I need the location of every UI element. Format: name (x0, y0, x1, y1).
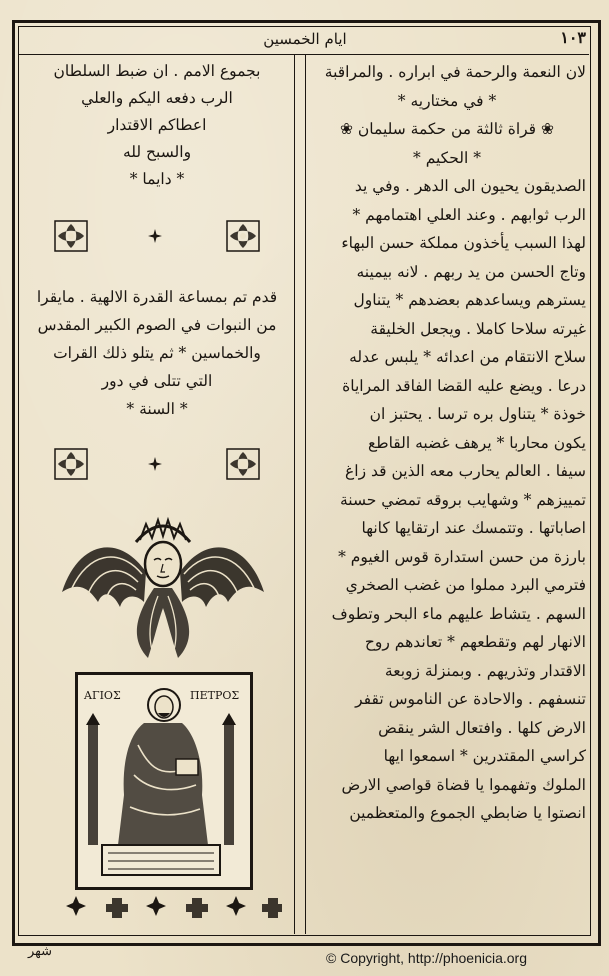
text-line: تنسفهم . والاحادة عن الناموس تقفر (355, 690, 586, 708)
text-line: اعطاكم الاقتدار (107, 116, 207, 134)
flower-ornament-icon: ❀ (339, 120, 353, 138)
icon-caption-right: ΠΕΤΡΟΣ (190, 689, 240, 702)
saint-peter-icon-frame (75, 672, 253, 890)
text-line: الرب دفعه اليكم والعلي (81, 89, 233, 107)
text-line: من النبوات في الصوم الكبير المقدس (37, 316, 277, 334)
text-line: الاقتدار وتذريهم . وبمنزلة زوبعة (384, 661, 586, 680)
ornament-row-middle (24, 446, 290, 482)
text-line: الملوك وتفهموا يا قضاة قواصي الارض (341, 775, 586, 794)
text-line: السهم . يتشاط عليهم ماء البحر وتطوف (331, 604, 586, 623)
text-line: الارض كلها . وافتعال الشر ينقض (378, 718, 586, 737)
text-line: اصاباتها . وتتمسك عند ارتقايها كانها (361, 519, 586, 537)
text-line: لان النعمة والرحمة في ابراره . والمراقبة (324, 63, 586, 81)
closing-text-block (24, 58, 290, 193)
text-line: درعا . ويضع عليه القضا الفاقد المراياة (342, 376, 586, 395)
text-line: فترمي البرد مملوا من غضب الصخري (345, 576, 586, 594)
text-line: الصديقون يحيون الى الدهر . وفي يد (354, 177, 586, 195)
text-line: انصتوا يا ضابطي الجموع والمتعظمين (349, 804, 586, 822)
floral-block-ornament-icon (226, 220, 260, 252)
text-line: * الحكيم * (413, 148, 481, 167)
floral-block-ornament-icon (54, 220, 88, 252)
text-line: كراسي المقتدرين * اسمعوا ايها (383, 747, 586, 765)
cross-ornament-icon (262, 898, 282, 918)
text-line: تمييزهم * وشهايب بروقه تمضي حسنة (339, 490, 586, 509)
cross-ornament-icon (106, 898, 128, 918)
text-line: * السنة * (126, 400, 188, 418)
column-divider (294, 54, 306, 934)
floral-block-ornament-icon (226, 448, 260, 480)
rubric-text-block (24, 283, 290, 423)
saint-peter-woodcut-icon (78, 675, 244, 881)
reading-title-text: قراة ثالثة من حكمة سليمان (357, 120, 537, 138)
text-line: وتاج الحسن من يد ربهم . لانه بيمينه (356, 262, 586, 281)
text-line: والسبح لله (122, 143, 192, 161)
star-ornament-icon (148, 457, 162, 471)
running-head: ايام الخمسين (263, 30, 347, 48)
cross-ornament-row (62, 894, 282, 920)
text-line: * دايما * (129, 170, 185, 188)
flower-ornament-icon: ❀ (541, 120, 555, 138)
floral-block-ornament-icon (54, 448, 88, 480)
text-line: سلاح الانتقام من اعدائه * يلبس عدله (349, 348, 586, 366)
text-line: سيفا . العالم يحارب معه الذين قد زاغ (345, 462, 586, 480)
text-line: يكون محاربا * يرهف غضبه القاطع (368, 433, 586, 452)
text-line: يسترهم ويساعدهم بعضدهم * يتناول (353, 291, 586, 309)
text-line: التي تتلى في دور (101, 372, 213, 390)
cross-ornament-icon (66, 896, 86, 916)
page-number: ١٠٣ (560, 28, 586, 47)
text-line: لهذا السبب يأخذون مملكة حسن البهاء (341, 234, 586, 252)
cross-ornament-icon (146, 896, 166, 916)
winged-angel-woodcut-icon (58, 512, 268, 662)
text-line: الرب ثوابهم . وعند العلي اهتمامهم * (352, 205, 586, 224)
text-line: قدم تم بمساعة القدرة الالهية . مايقرا (36, 288, 278, 306)
ornament-row-top (24, 218, 290, 254)
cross-ornament-icon (226, 896, 246, 916)
right-column-text (308, 58, 586, 928)
star-ornament-icon (148, 229, 162, 243)
left-column (24, 58, 290, 418)
text-line: بارزة من حسن استدارة قوس الغيوم * (338, 547, 586, 566)
text-line: خوذة * يتناول بره ترسا . يحتبز ان (369, 405, 586, 423)
text-line: الانهار لهم وتقطعهم * تعاندهم روح (364, 633, 586, 651)
text-line: * في مختاريه * (397, 91, 497, 110)
text-line: غيرته سلاحا كاملا . ويجعل الخليقة (370, 319, 586, 338)
text-line: بجموع الامم . ان ضبط السلطان (53, 62, 261, 80)
catchword: شهر (28, 944, 53, 959)
icon-caption-left: ΑΓΙΟΣ (84, 689, 121, 702)
reading-title (308, 115, 586, 144)
copyright-notice: © Copyright, http://phoenicia.org (326, 950, 527, 966)
cross-ornament-icon (186, 898, 208, 918)
text-line: والخماسين * ثم يتلو ذلك القرات (53, 344, 261, 362)
